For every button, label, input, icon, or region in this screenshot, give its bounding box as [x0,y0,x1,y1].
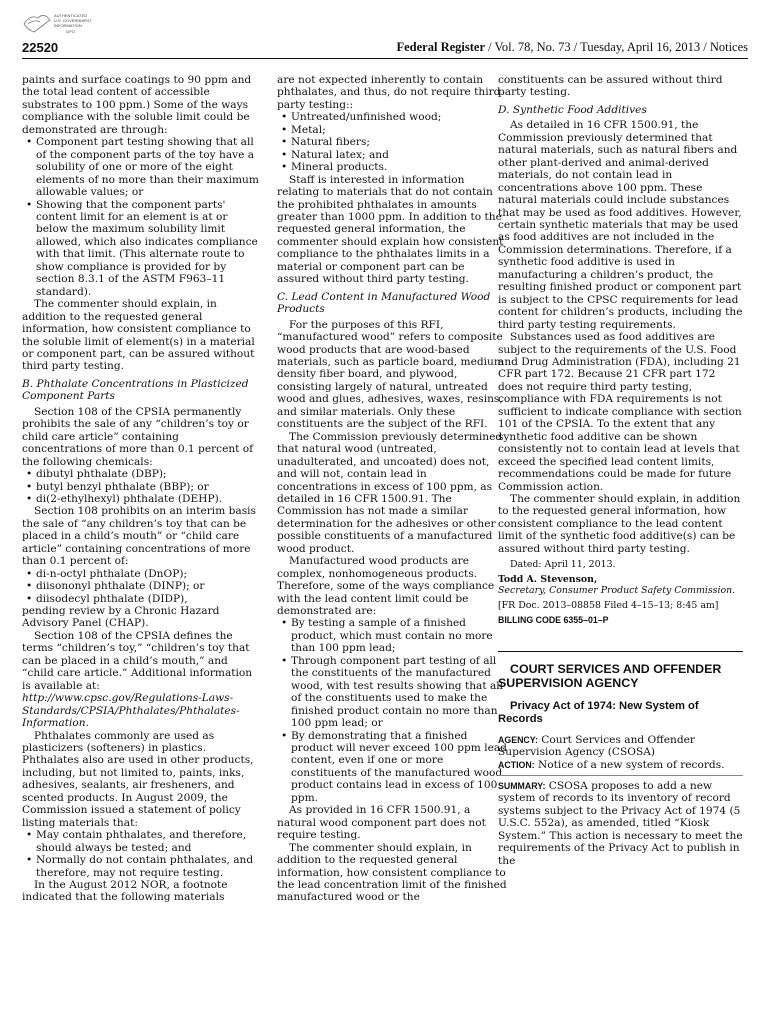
section-heading-c: C. Lead Content in Manufactured Wood Products [277,290,491,316]
agency-name: COURT SERVICES AND OFFENDER SUPERVISION AGENCY [498,661,722,690]
agency-value: Court Services and Offender Supervision Agency (CSOSA) [498,733,695,759]
paragraph: In the August 2012 NOR, a footnote indicated that the following materials [22,879,228,904]
paragraph: The commenter should explain, in addition to the requested general information, how consistent compliance to the soluble limit of element(s) in a material or component part, can be assured without third party testing. [22,298,255,373]
paragraph: constituents can be assured without third party testing. [498,74,723,99]
bullet-item: • diisononyl phthalate (DINP); or [22,580,262,592]
signer-name: Todd A. Stevenson, [498,573,598,585]
page-header [22,40,748,59]
bullet-item: • Through component part testing of all the constituents of the manufactured wood, with test results showing that all of the constituents used to make the finished product contain no more than 100 ppm lead; or [277,655,509,730]
summary-label: SUMMARY: [498,781,546,792]
gpo-authentication-seal [22,10,92,36]
bullet-item: • Normally do not contain phthalates, and therefore, may not require testing. [22,854,262,879]
bullet-item: • Untreated/unfinished wood; [277,111,509,123]
paragraph: Phthalates commonly are used as plasticizers (softeners) in plastics. Phthalates also are used in other products, including, but not limited to, paints, inks, adhesives, sealants, air fresheners, and scented products. In August 2009, the Commission issued a statement of policy listing materials that: [22,729,254,829]
paragraph: As detailed in 16 CFR 1500.91, the Commission previously determined that natural materials, such as natural fibers and other plant-derived and animal-derived materials, do not contain lead in concentrations above 100 ppm. These natural materials could include substances that may be used as food additives. However, certain synthetic materials that may be used as food additives are not included in the Commission determinations. Therefore, if a synthetic food additive is used in manufacturing a children’s product, the resulting finished product or component part is subject to the CPSC requirements for lead content for children’s products, including the third party testing requirements. [498,119,743,331]
bullet-item: • Natural fibers; [277,136,509,148]
bullet-item: • dibutyl phthalate (DBP); [22,468,262,480]
bullet-item: • May contain phthalates, and therefore, should always be tested; and [22,829,262,854]
paragraph: paints and surface coatings to 90 ppm and the total lead content of accessible substrates to 100 ppm.) Some of the ways compliance with the soluble limit could be demonstrated are through: [22,74,252,136]
bullet-item: • Natural latex; and [277,149,509,161]
seal-line-2: U.S. GOVERNMENT [54,18,92,23]
agency-field [498,734,743,759]
bullet-item: • di-n-octyl phthalate (DnOP); [22,568,262,580]
bullet-item: • butyl benzyl phthalate (BBP); or [22,481,262,493]
bullet-item: • di(2-ethylhexyl) phthalate (DEHP). [22,493,262,505]
paragraph: The commenter should explain, in addition to the requested general information, how consistent compliance to the lead content limit of the synthetic food additive(s) can be assured without third party testing. [498,492,741,555]
fr-doc-line: [FR Doc. 2013–08858 Filed 4–15–13; 8:45 am] [498,599,719,611]
bullet-item: • Showing that the component parts' content limit for an element is at or below the maximum solubility limit allowed, which also indicates compliance with that limit. (This alternate route to show compliance is provided for by section 8.3.1 of the ASTM F963–11 standard). [22,199,262,299]
page-number: 22520 [22,40,59,55]
paragraph: pending review by a Chronic Hazard Advisory Panel (CHAP). [22,605,220,630]
bullet-item: • diisodecyl phthalate (DIDP), [22,593,262,605]
bullet-item: • By testing a sample of a finished product, which must contain no more than 100 ppm lead; [277,617,509,654]
phthalates-info-link[interactable]: http://www.cpsc.gov/Regulations-Laws-Standards/CPSIA/Phthalates/Phthalates-Information [22,692,240,730]
paragraph: Section 108 prohibits on an interim basis the sale of “any children’s toy that can be placed in a child’s mouth” or “child care article” containing concentrations of more than 0.1 percent of: [22,505,256,568]
section-heading-d: D. Synthetic Food Additives [498,103,647,116]
action-field [498,759,743,771]
dated-line: Dated: April 11, 2013. [510,559,616,571]
paragraph: Manufactured wood products are complex, nonhomogeneous products. Therefore, some of the ways compliance with the lead content limit could be demonstrated are: [277,555,495,618]
paragraph: The Commission previously determined that natural wood (untreated, unadulterated, and uncoated) does not, and will not, contain lead in concentrations in excess of 100 ppm, as detailed in 16 CFR 1500.91. The Commission has not made a similar determination for the adhesives or other possible constituents of a manufactured wood product. [277,430,503,555]
billing-code: BILLING CODE 6355–01–P [498,615,609,626]
action-value: Notice of a new system of records. [534,758,725,771]
paragraph: For the purposes of this RFI, “manufactured wood” refers to composite wood products that are wood-based materials, such as particle board, medium density fiber board, and plywood, consisting largely of natural, untreated wood and glues, adhesives, waxes, resins, and similar materials. Only these constituents are the subject of the RFI. [277,318,504,431]
section-heading-b: B. Phthalate Concentrations in Plasticized Component Parts [22,377,249,403]
paragraph: Substances used as food additives are subject to the requirements of the U.S. Food and Drug Administration (FDA), including 21 CFR part 172. Because 21 CFR part 172 does not require third party testing, compliance with FDA requirements is not sufficient to indicate compliance with section 101 of the CPSIA. To the extent that any synthetic food additive can be shown consistently not to contain lead at levels that exceed the specified lead content limits, recommendations could be made for future Commission action. [498,331,742,493]
paragraph: The commenter should explain, in addition to the requested general information, how consistent compliance to the lead concentration limit of the finished manufactured wood or the [277,841,507,904]
divider [498,775,743,776]
bullet-item: • Metal; [277,124,509,136]
column-3 [498,74,743,867]
paragraph [22,630,262,730]
agency-label: AGENCY: [498,734,538,745]
issue-info: / Vol. 78, No. 73 / Tuesday, April 16, 2013 / Notices [485,40,748,54]
paragraph-text: Section 108 of the CPSIA defines the terms “children’s toy,” “children’s toy that can be placed in a child’s mouth,” and “child care article.” Additional information is available at: [22,629,253,692]
document-title: Privacy Act of 1974: New System of Records [498,699,699,725]
action-label: ACTION: [498,759,535,770]
journal-name: Federal Register [396,40,486,54]
paragraph-text: . [85,717,89,730]
bullet-item: • Component part testing showing that all of the component parts of the toy have a solubility of one or more of the eight elements of no more than their maximum allowable values; or [22,136,262,198]
seal-line-1: AUTHENTICATED [54,13,88,18]
signer-title: Secretary, Consumer Product Safety Commission. [498,585,736,597]
paragraph: As provided in 16 CFR 1500.91, a natural wood component part does not require testing. [277,804,486,842]
column-1 [22,74,262,904]
paragraph: Staff is interested in information relating to materials that do not contain the prohibited phthalates in amounts greater than 1000 ppm. In addition to the requested general information, the commenter should explain how consistent compliance to the phthalates limits in a material or component part can be assured without third party testing. [277,173,504,286]
column-2 [277,74,509,904]
bullet-item: • Mineral products. [277,161,509,173]
divider [498,651,743,652]
summary-value: CSOSA proposes to add a new system of records to its inventory of record systems subject to the Privacy Act of 1974 (5 U.S.C. 552a), as amended, titled “Kiosk System.” This action is necessary to meet the requirements of the Privacy Act to publish in the [498,780,743,867]
seal-line-3: INFORMATION [54,23,82,28]
paragraph: are not expected inherently to contain phthalates, and thus, do not require third party testing:: [277,74,501,111]
paragraph: Section 108 of the CPSIA permanently prohibits the sale of any “children’s toy or child care article” containing concentrations of more than 0.1 percent of the following chemicals: [22,405,254,468]
running-head [397,40,749,55]
bullet-item: • By demonstrating that a finished product will never exceed 100 ppm lead content, even if one or more constituents of the manufactured wood product contains lead in excess of 100 ppm. [277,730,509,805]
summary-field [498,780,743,867]
seal-line-4: GPO [66,29,75,34]
